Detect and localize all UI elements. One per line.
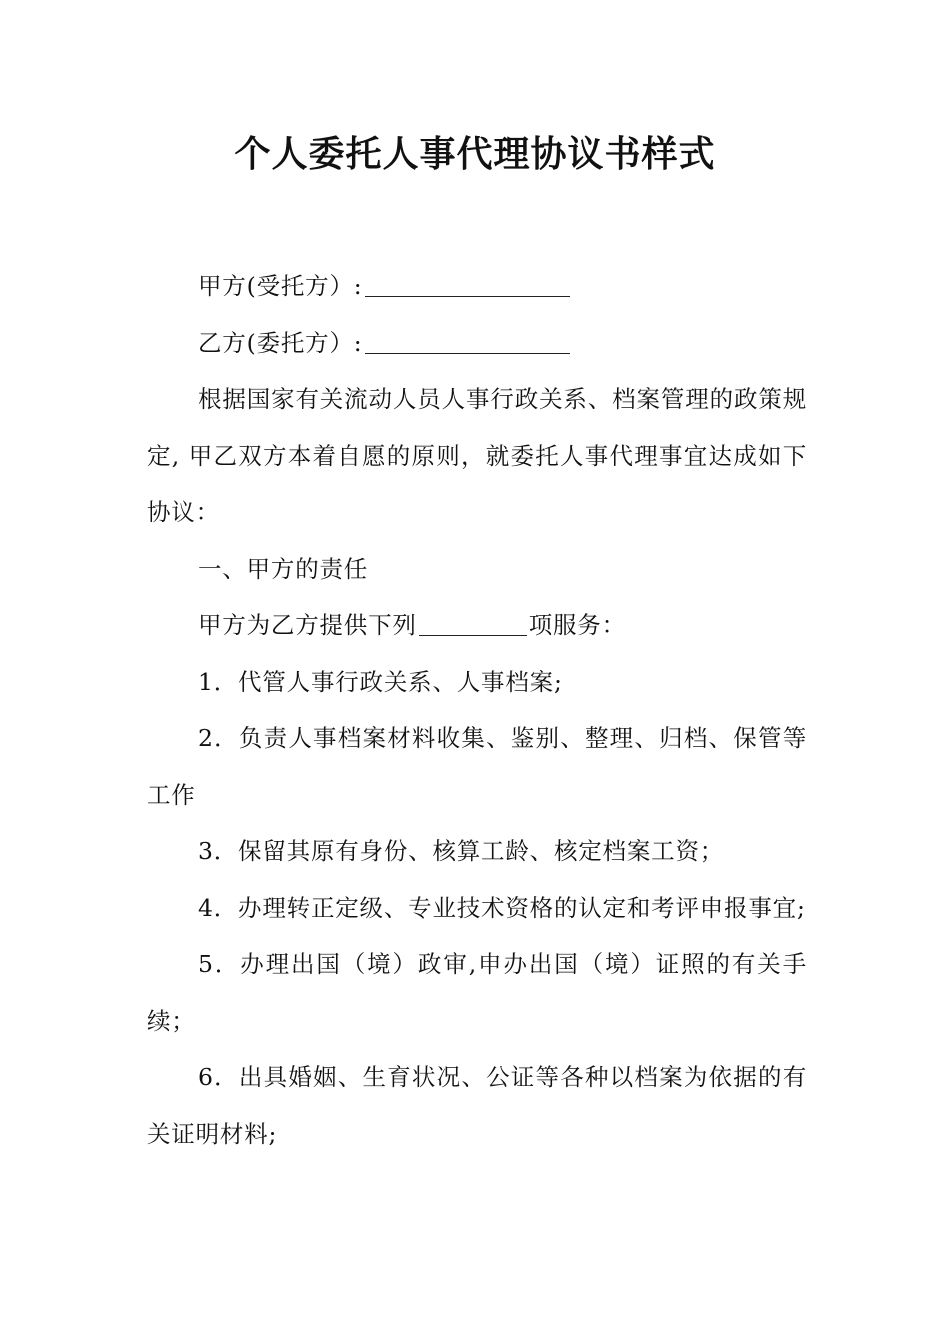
list-item: 5．办理出国（境）政审,申办出国（境）证照的有关手续；: [147, 950, 807, 1035]
party-b-blank: [365, 329, 570, 354]
services-suffix: 项服务：: [528, 611, 626, 639]
services-count-blank: [419, 611, 527, 636]
intro-paragraph: 根据国家有关流动人员人事行政关系、档案管理的政策规定, 甲乙双方本着自愿的原则，就委托人事代理事宜达成如下协议：: [147, 385, 807, 526]
party-b-label: 乙方(委托方）:: [198, 328, 363, 357]
section-1-heading: 一、甲方的责任: [198, 554, 369, 583]
list-item: 3．保留其原有身份、核算工龄、核定档案工资；: [198, 837, 725, 865]
list-item: 6．出具婚姻、生育状况、公证等各种以档案为依据的有关证明材料;: [147, 1063, 807, 1148]
document-title: 个人委托人事代理协议书样式: [234, 133, 716, 175]
services-prefix: 甲方为乙方提供下列: [198, 611, 417, 639]
services-line: [147, 597, 807, 654]
party-a-line: [147, 258, 807, 315]
party-a-label: 甲方(受托方）:: [198, 272, 363, 300]
list-item: 1．代管人事行政关系、人事档案;: [198, 667, 563, 696]
list-item: 2．负责人事档案材料收集、鉴别、整理、归档、保管等工作: [147, 724, 807, 809]
document-body: [147, 258, 807, 1162]
party-a-blank: [365, 272, 570, 297]
party-b-line: [147, 315, 807, 372]
list-item: 4．办理转正定级、专业技术资格的认定和考评申报事宜;: [198, 893, 806, 922]
